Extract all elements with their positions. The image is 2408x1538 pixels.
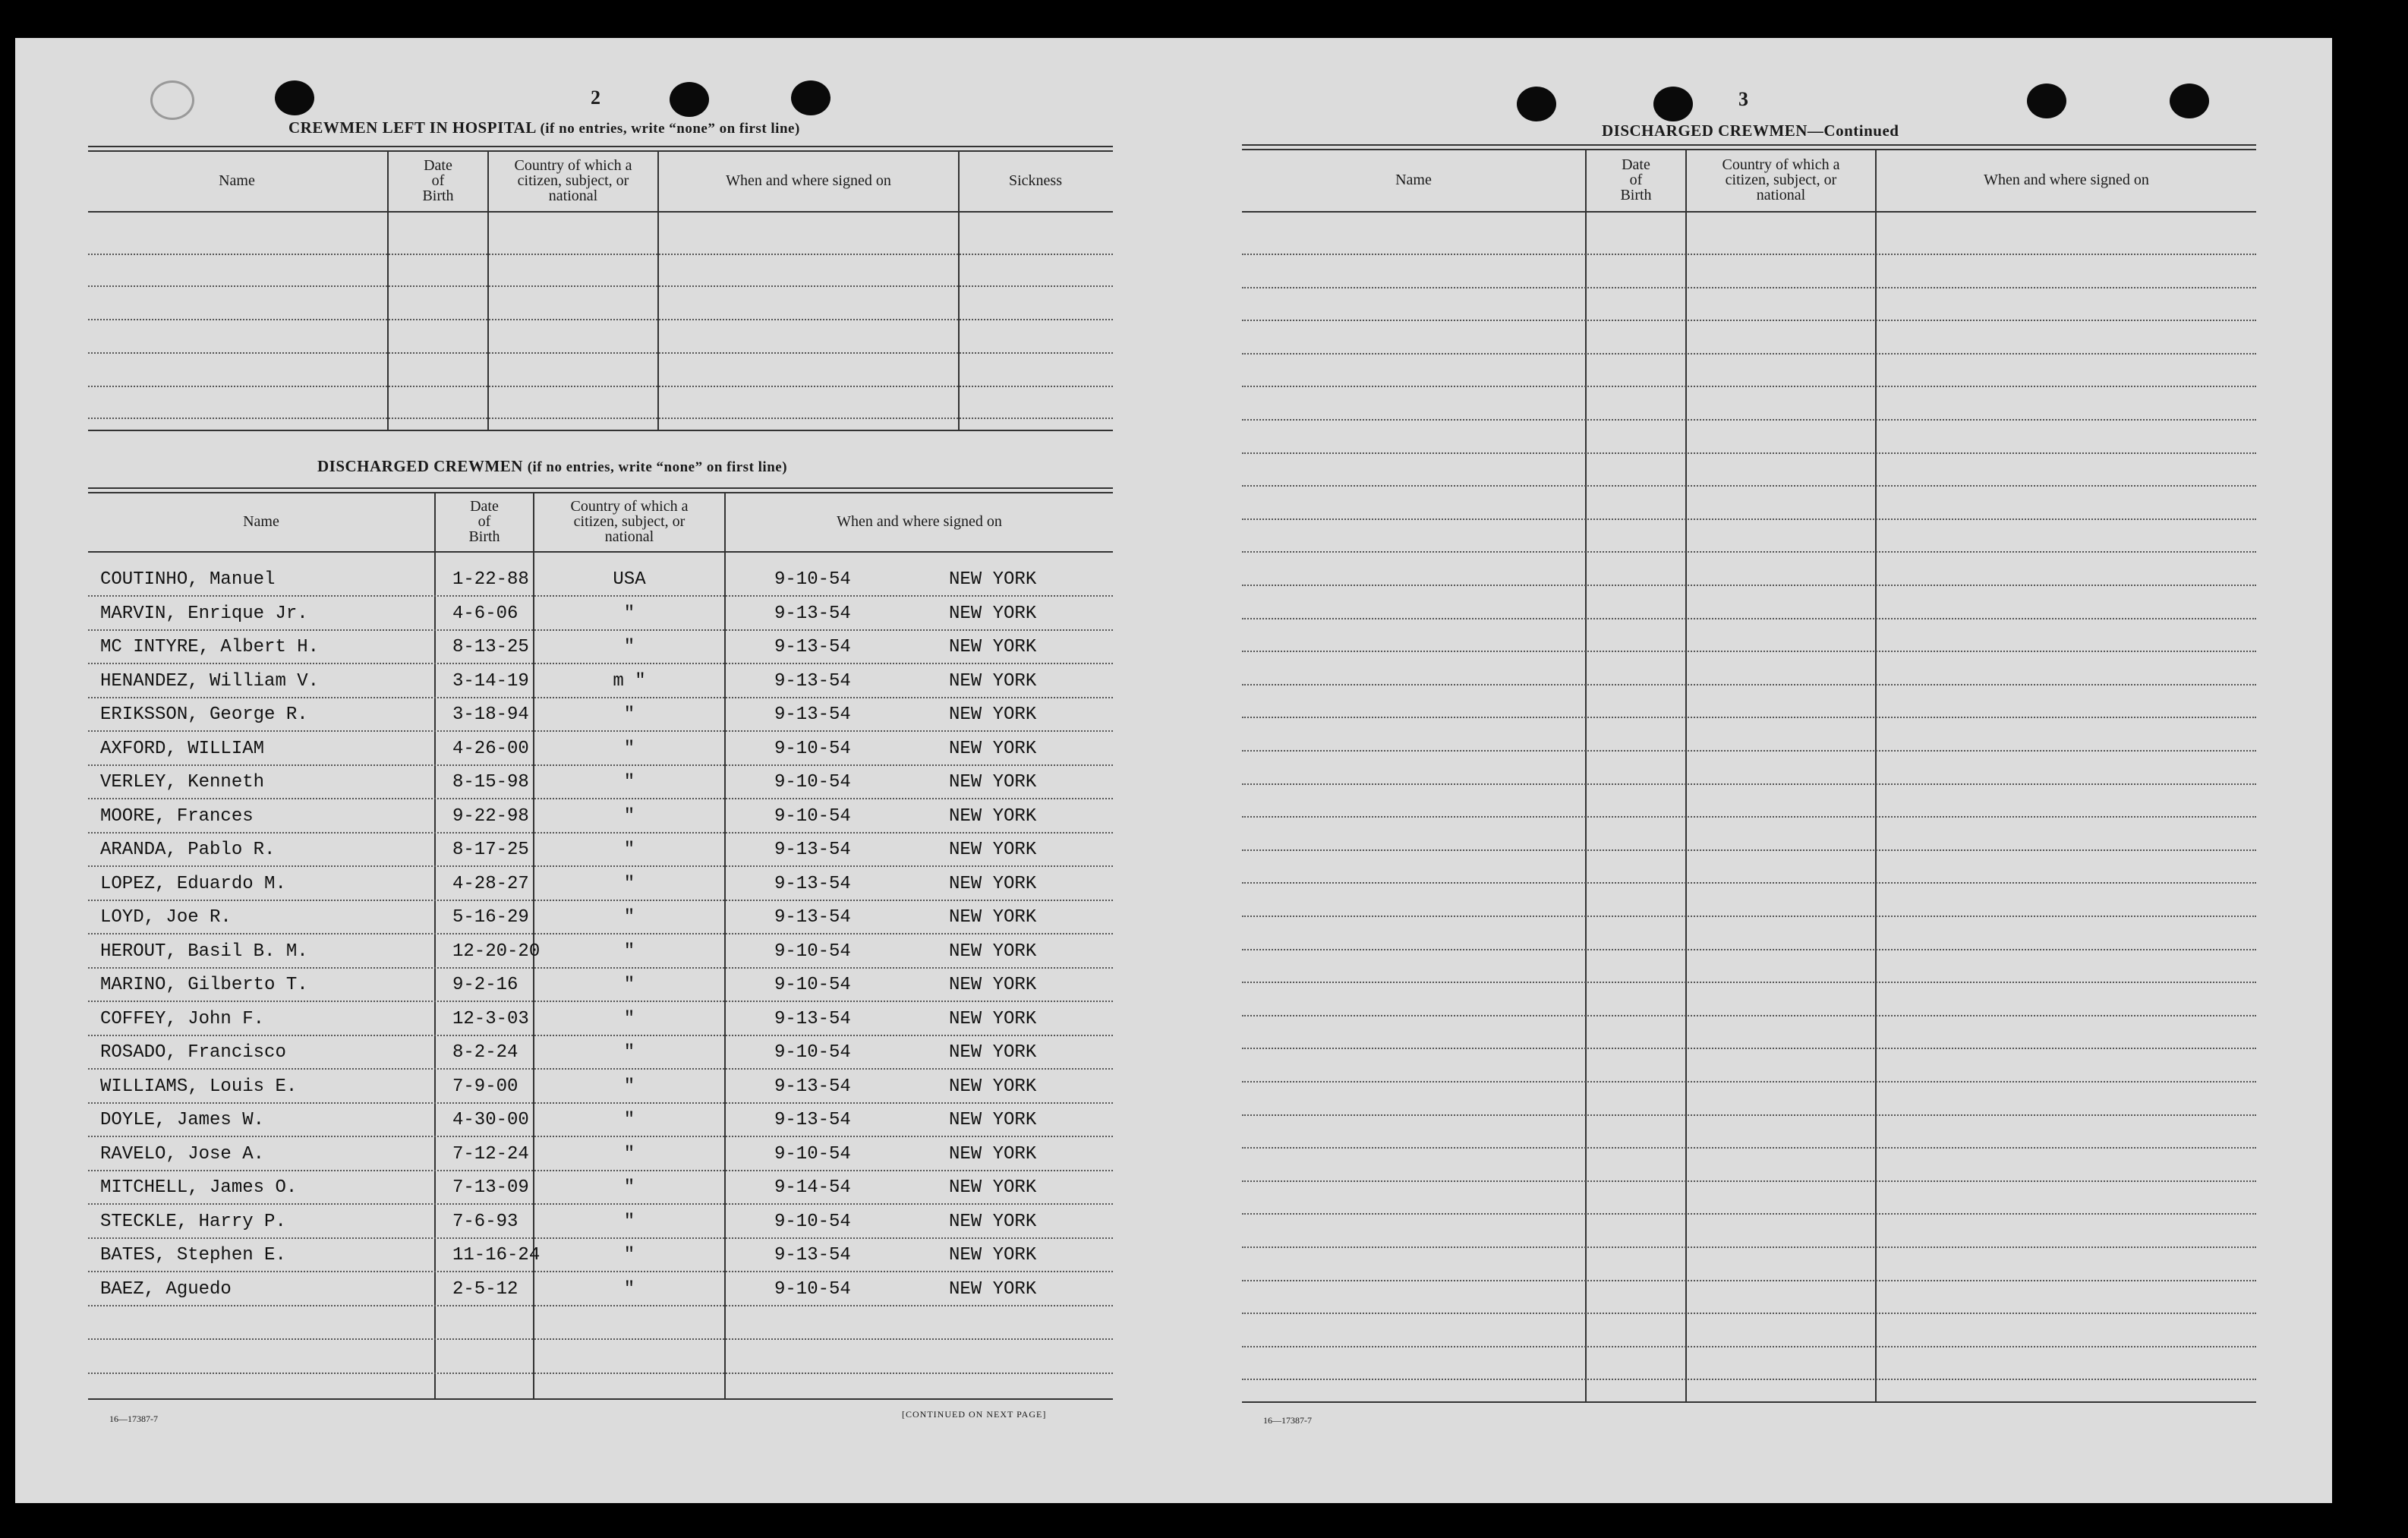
crew-signed-place: NEW YORK (949, 637, 1037, 657)
table-row-line (1242, 1048, 2256, 1049)
crew-signed-place: NEW YORK (949, 805, 1037, 827)
table-row-line (88, 1237, 1113, 1239)
table-row-line (88, 1035, 1113, 1036)
discharged-heading: DISCHARGED CREWMEN (if no entries, write “none” on first line) (317, 457, 788, 475)
table-row-line (88, 865, 1113, 867)
crew-name: BATES, Stephen E. (100, 1245, 286, 1265)
crew-dob: 3-14-19 (452, 670, 529, 692)
hospital-heading: CREWMEN LEFT IN HOSPITAL (if no entries, write “none” on first line) (288, 118, 800, 137)
crew-signed-place: NEW YORK (949, 1278, 1037, 1300)
crew-name: LOYD, Joe R. (100, 907, 232, 928)
crew-country: " (623, 603, 635, 624)
crew-signed-place: NEW YORK (949, 569, 1037, 590)
crew-signed-date: 9-13-54 (774, 1245, 851, 1265)
crew-country: " (623, 1110, 635, 1130)
crew-country: " (623, 637, 635, 657)
col-header-dob: Date of Birth (1620, 156, 1652, 203)
form-number: 16—17387-7 (1263, 1415, 1312, 1426)
crew-signed-date: 9-13-54 (774, 873, 851, 894)
crew-country: " (623, 873, 635, 894)
col-header-signed-on: When and where signed on (1984, 172, 2149, 188)
table-row-line (1242, 419, 2256, 421)
crew-country: m " (613, 670, 646, 692)
crew-country: " (623, 805, 635, 827)
crew-country: " (623, 1076, 635, 1097)
col-header-dob: Date of Birth (468, 498, 500, 545)
table-row-line (88, 595, 1113, 597)
crew-dob: 7-6-93 (452, 1211, 518, 1232)
crew-name: MITCHELL, James O. (100, 1177, 298, 1198)
crew-dob: 9-22-98 (452, 805, 529, 827)
table-row-line (1242, 949, 2256, 950)
crew-name: HENANDEZ, William V. (100, 670, 320, 692)
table-row-line (1242, 320, 2256, 321)
table-row-line (1242, 982, 2256, 983)
table-row-line (1242, 1180, 2256, 1182)
crew-signed-date: 9-13-54 (774, 603, 851, 624)
table-row-line (88, 663, 1113, 664)
crew-signed-place: NEW YORK (949, 670, 1037, 692)
table-row-line (88, 1102, 1113, 1104)
crew-dob: 4-30-00 (452, 1110, 529, 1130)
crew-country: " (623, 1143, 635, 1165)
crew-dob: 5-16-29 (452, 907, 529, 928)
crew-name: ERIKSSON, George R. (100, 704, 308, 725)
table-row-line (1242, 1081, 2256, 1083)
col-header-name: Name (1395, 172, 1432, 188)
crew-signed-place: NEW YORK (949, 1211, 1037, 1232)
crew-name: COFFEY, John F. (100, 1008, 265, 1029)
table-row-line (1242, 518, 2256, 520)
col-header-country: Country of which a citizen, subject, or national (1722, 156, 1840, 203)
table-row-line (1242, 585, 2256, 586)
crew-country: " (623, 941, 635, 962)
page-number: 2 (591, 87, 600, 109)
table-row-line (1242, 485, 2256, 487)
crew-dob: 4-28-27 (452, 873, 529, 894)
col-header-name: Name (243, 513, 279, 530)
crew-name: WILLIAMS, Louis E. (100, 1076, 298, 1097)
crew-signed-date: 9-10-54 (774, 805, 851, 827)
left-page (15, 38, 1169, 1503)
table-row-line (1242, 816, 2256, 818)
table-row-line (1242, 386, 2256, 387)
table-row-line (1242, 353, 2256, 355)
crew-dob: 1-22-88 (452, 569, 529, 590)
crew-country: " (623, 1211, 635, 1232)
table-row-line (88, 1068, 1113, 1070)
crew-dob: 3-18-94 (452, 704, 529, 725)
crew-name: RAVELO, Jose A. (100, 1143, 265, 1165)
crew-signed-date: 9-10-54 (774, 941, 851, 962)
table-row-line (1242, 882, 2256, 884)
table-row-line (88, 764, 1113, 766)
table-row-line (88, 629, 1113, 631)
crew-country: " (623, 772, 635, 793)
table-row-line (88, 1338, 1113, 1340)
table-row-line (88, 1271, 1113, 1272)
crew-country: " (623, 907, 635, 928)
table-row-line (1242, 717, 2256, 718)
table-row-line (1242, 1213, 2256, 1215)
table-row-line (88, 1373, 1113, 1374)
crew-signed-date: 9-13-54 (774, 907, 851, 928)
col-header-name: Name (219, 172, 255, 189)
crew-signed-place: NEW YORK (949, 941, 1037, 962)
crew-country: " (623, 1008, 635, 1029)
crew-signed-place: NEW YORK (949, 1110, 1037, 1130)
crew-dob: 8-2-24 (452, 1042, 518, 1063)
crew-country: " (623, 975, 635, 995)
crew-signed-place: NEW YORK (949, 1245, 1037, 1265)
crew-country: " (623, 1245, 635, 1265)
crew-signed-place: NEW YORK (949, 907, 1037, 928)
table-row-line (88, 1203, 1113, 1205)
crew-name: MOORE, Frances (100, 805, 254, 827)
discharged-continued-heading: DISCHARGED CREWMEN—Continued (1602, 121, 1899, 140)
table-row-line (1242, 618, 2256, 619)
crew-name: MARVIN, Enrique Jr. (100, 603, 308, 624)
crew-signed-date: 9-13-54 (774, 637, 851, 657)
table-row-line (1242, 1280, 2256, 1281)
crew-name: MARINO, Gilberto T. (100, 975, 308, 995)
table-row-line (88, 900, 1113, 901)
crew-name: DOYLE, James W. (100, 1110, 265, 1130)
crew-name: BAEZ, Aguedo (100, 1278, 232, 1300)
crew-country: " (623, 1042, 635, 1063)
crew-signed-place: NEW YORK (949, 1177, 1037, 1198)
crew-signed-place: NEW YORK (949, 738, 1037, 759)
crew-dob: 4-26-00 (452, 738, 529, 759)
table-row-line (1242, 750, 2256, 752)
table-row-line (1242, 1114, 2256, 1116)
crew-dob: 7-9-00 (452, 1076, 518, 1097)
crew-signed-date: 9-14-54 (774, 1177, 851, 1198)
col-header-dob: Date of Birth (422, 157, 454, 204)
crew-signed-date: 9-10-54 (774, 975, 851, 995)
table-row-line (88, 832, 1113, 834)
crew-name: COUTINHO, Manuel (100, 569, 276, 590)
table-row-line (1242, 287, 2256, 288)
crew-signed-place: NEW YORK (949, 1008, 1037, 1029)
table-row-line (1242, 1246, 2256, 1248)
crew-dob: 11-16-24 (452, 1245, 541, 1265)
crew-signed-date: 9-13-54 (774, 1008, 851, 1029)
crew-signed-date: 9-13-54 (774, 670, 851, 692)
crew-signed-date: 9-13-54 (774, 840, 851, 860)
crew-signed-date: 9-10-54 (774, 569, 851, 590)
crew-signed-place: NEW YORK (949, 704, 1037, 725)
table-row-line (1242, 1015, 2256, 1016)
right-page (1169, 38, 2332, 1503)
crew-name: MC INTYRE, Albert H. (100, 637, 320, 657)
crew-name: LOPEZ, Eduardo M. (100, 873, 286, 894)
crew-name: VERLEY, Kenneth (100, 772, 265, 793)
crew-signed-date: 9-13-54 (774, 1076, 851, 1097)
crew-name: ARANDA, Pablo R. (100, 840, 276, 860)
crew-signed-date: 9-13-54 (774, 704, 851, 725)
table-row-line (1242, 1379, 2256, 1380)
crew-country: " (623, 1278, 635, 1300)
table-row-line (88, 697, 1113, 698)
crew-signed-date: 9-13-54 (774, 1110, 851, 1130)
col-header-country: Country of which a citizen, subject, or national (570, 498, 689, 545)
document-sheet (15, 38, 2332, 1503)
col-header-sickness: Sickness (1009, 172, 1062, 189)
crew-dob: 4-6-06 (452, 603, 518, 624)
crew-signed-date: 9-10-54 (774, 738, 851, 759)
table-row-line (1242, 452, 2256, 454)
crew-dob: 2-5-12 (452, 1278, 518, 1300)
crew-country: " (623, 704, 635, 725)
crew-dob: 8-17-25 (452, 840, 529, 860)
table-row-line (1242, 916, 2256, 917)
col-header-country: Country of which a citizen, subject, or national (514, 157, 632, 204)
crew-signed-date: 9-10-54 (774, 1143, 851, 1165)
form-number: 16—17387-7 (109, 1414, 158, 1424)
crew-dob: 7-12-24 (452, 1143, 529, 1165)
crew-signed-date: 9-10-54 (774, 1211, 851, 1232)
table-row-line (1242, 1313, 2256, 1314)
crew-dob: 12-20-20 (452, 941, 541, 962)
table-row-line (88, 730, 1113, 732)
crew-signed-place: NEW YORK (949, 975, 1037, 995)
crew-signed-date: 9-10-54 (774, 772, 851, 793)
table-row-line (88, 967, 1113, 969)
crew-dob: 7-13-09 (452, 1177, 529, 1198)
crew-dob: 9-2-16 (452, 975, 518, 995)
table-row-line (1242, 651, 2256, 652)
crew-name: AXFORD, WILLIAM (100, 738, 265, 759)
col-header-signed-on: When and where signed on (726, 172, 891, 189)
table-row-line (88, 1305, 1113, 1306)
crew-signed-place: NEW YORK (949, 1042, 1037, 1063)
page-number: 3 (1738, 88, 1748, 110)
table-row-line (1242, 783, 2256, 785)
crew-dob: 8-13-25 (452, 637, 529, 657)
crew-signed-date: 9-10-54 (774, 1042, 851, 1063)
crew-signed-place: NEW YORK (949, 603, 1037, 624)
table-row-line (1242, 254, 2256, 255)
crew-dob: 12-3-03 (452, 1008, 529, 1029)
table-row-line (88, 933, 1113, 934)
table-row-line (88, 1136, 1113, 1137)
table-row-line (1242, 1147, 2256, 1149)
crew-name: HEROUT, Basil B. M. (100, 941, 308, 962)
crew-name: ROSADO, Francisco (100, 1042, 286, 1063)
table-row-line (88, 1001, 1113, 1002)
table-row-line (1242, 684, 2256, 685)
crew-name: STECKLE, Harry P. (100, 1211, 286, 1232)
crew-signed-place: NEW YORK (949, 840, 1037, 860)
col-header-signed-on: When and where signed on (837, 513, 1002, 530)
crew-signed-place: NEW YORK (949, 1143, 1037, 1165)
table-row-line (1242, 849, 2256, 851)
continued-note: [CONTINUED ON NEXT PAGE] (902, 1409, 1047, 1420)
crew-country: " (623, 1177, 635, 1198)
table-row-line (88, 1170, 1113, 1171)
table-row-line (1242, 1346, 2256, 1347)
crew-country: " (623, 840, 635, 860)
crew-signed-place: NEW YORK (949, 1076, 1037, 1097)
crew-dob: 8-15-98 (452, 772, 529, 793)
crew-signed-place: NEW YORK (949, 873, 1037, 894)
crew-country: " (623, 738, 635, 759)
crew-signed-place: NEW YORK (949, 772, 1037, 793)
crew-signed-date: 9-10-54 (774, 1278, 851, 1300)
table-row-line (88, 798, 1113, 799)
crew-country: USA (613, 569, 646, 590)
table-row-line (1242, 551, 2256, 553)
